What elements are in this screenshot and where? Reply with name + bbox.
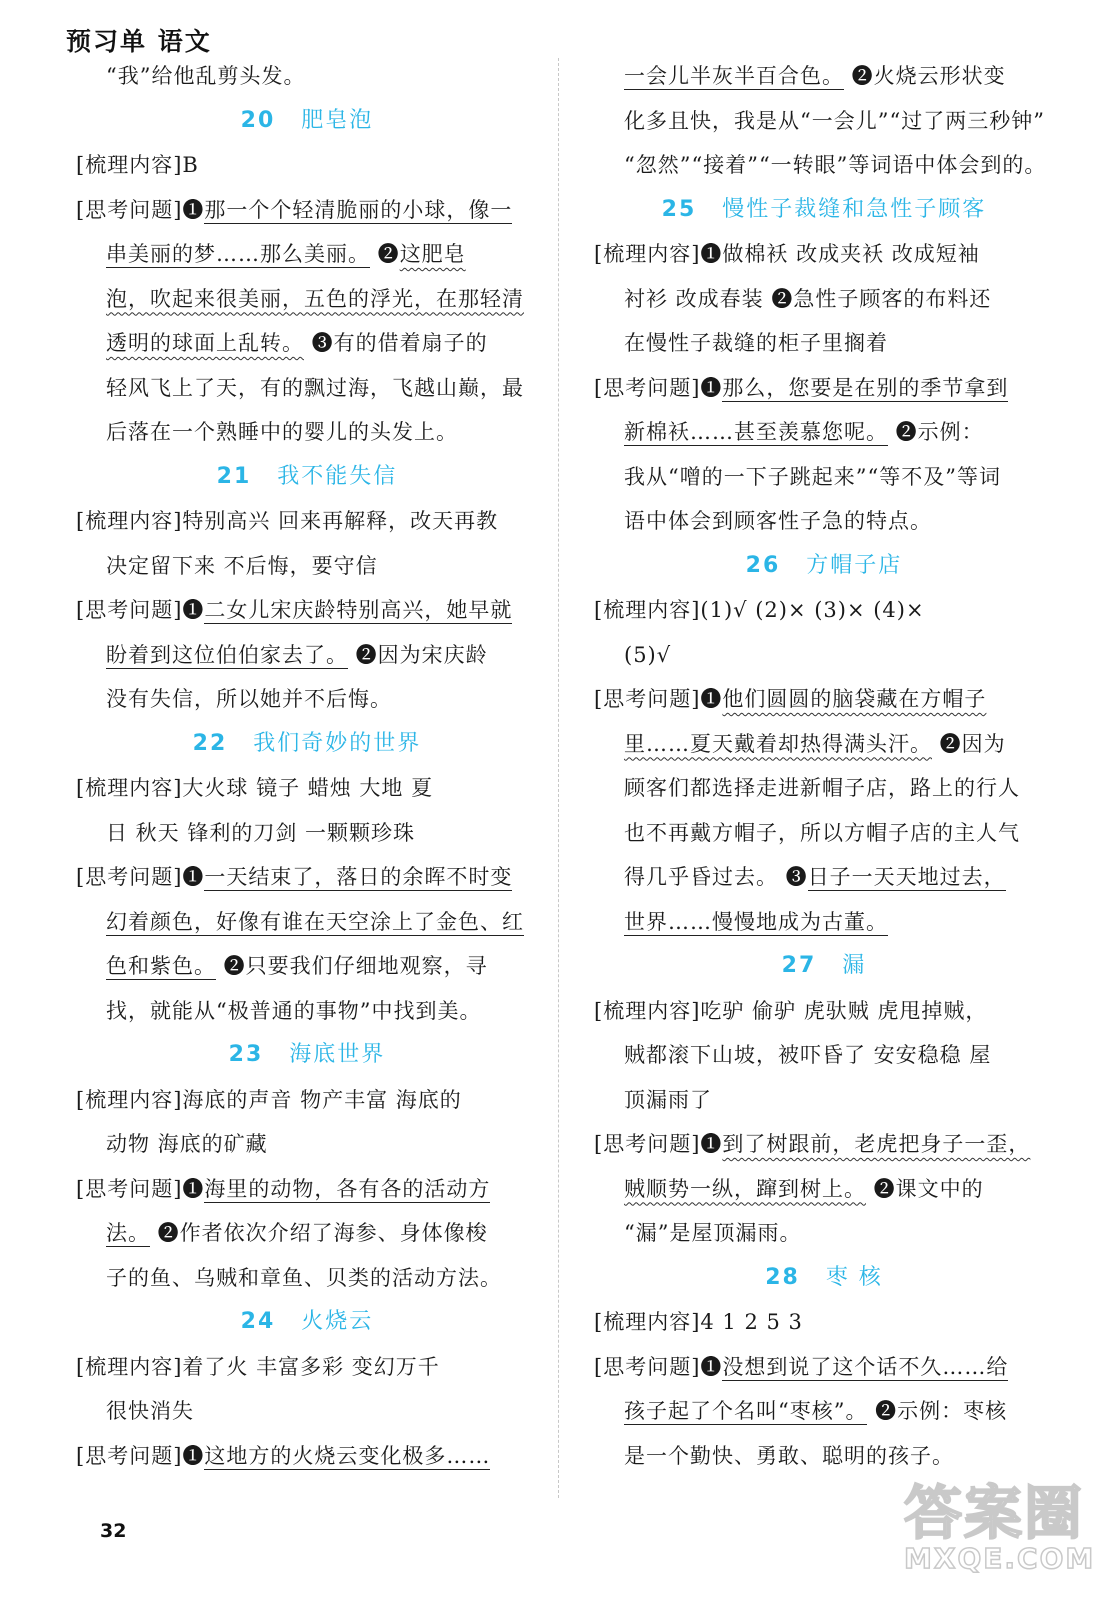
lesson-title: 漏 — [842, 953, 867, 978]
underlined-answer: 法。 — [106, 1221, 150, 1245]
text-line — [66, 143, 548, 188]
wavy-underlined-answer: 到了树跟前，老虎把身子一歪， — [722, 1132, 1031, 1156]
lesson-title: 海底世界 — [289, 1042, 386, 1067]
text-line — [66, 366, 548, 411]
wavy-underlined-answer: 里……夏天戴着却热得满头汗。 — [624, 731, 932, 756]
wavy-underlined-answer: 这肥皂 — [399, 242, 466, 266]
lesson-title: 枣 核 — [825, 1264, 883, 1290]
section-tag: [梳理内容] — [594, 598, 701, 622]
lesson-title: 肥皂泡 — [301, 107, 374, 133]
answer-text: ❸ — [778, 865, 808, 889]
answer-text: 海底的声音 物产丰富 海底的 — [182, 1087, 462, 1112]
answer-text: 着了火 丰富多彩 变幻万千 — [182, 1354, 440, 1379]
answer-text: ❶ — [182, 865, 205, 889]
lesson-title: 火烧云 — [301, 1309, 374, 1334]
underlined-answer: 色和紫色。 — [106, 954, 216, 978]
wavy-underlined-answer: 贼顺势一纵，蹿到树上。 — [624, 1176, 866, 1201]
answer-text: (5)√ — [624, 642, 672, 667]
underlined-answer: 这地方的火烧云变化极多…… — [204, 1443, 491, 1468]
text-line — [66, 855, 548, 900]
wavy-underlined-answer: 他们圆圆的脑袋藏在方帽子 — [722, 687, 987, 711]
text-line — [66, 1345, 548, 1390]
column-divider — [558, 58, 559, 1498]
right-column — [584, 54, 1064, 1478]
text-line — [66, 944, 548, 989]
text-line — [584, 811, 1064, 856]
answer-text: 4 1 2 5 3 — [700, 1310, 803, 1334]
section-tag: [梳理内容] — [76, 509, 183, 533]
answer-text: 贼都滚下山坡，被吓昏了 安安稳稳 屋 — [624, 1043, 992, 1067]
text-line — [584, 366, 1064, 411]
text-line — [584, 1300, 1064, 1345]
lesson-number: 22 — [192, 730, 228, 756]
answer-text: ❷只要我们仔细地观察，寻 — [216, 954, 488, 978]
lesson-number: 23 — [228, 1042, 264, 1067]
site-watermark — [900, 1466, 1096, 1578]
lesson-number: 28 — [765, 1264, 800, 1290]
answer-text: 语中体会到顾客性子急的特点。 — [624, 509, 932, 533]
wavy-underlined-answer: 泡，吹起来很美丽，五色的浮光，在那轻清 — [106, 286, 524, 311]
text-line — [66, 410, 548, 455]
text-line — [584, 1389, 1064, 1434]
text-line — [584, 143, 1064, 188]
text-line — [584, 455, 1064, 500]
text-line — [66, 1211, 548, 1256]
answer-text: ❶ — [182, 197, 205, 222]
text-line — [66, 1389, 548, 1434]
lesson-number: 26 — [745, 552, 781, 578]
answer-text: ❷火烧云形状变 — [844, 64, 1006, 88]
text-line — [66, 188, 548, 233]
answer-text: 是一个勤快、勇敢、聪明的孩子。 — [624, 1443, 954, 1468]
page-number: 32 — [100, 1520, 127, 1542]
answer-text: 吃驴 偷驴 虎驮贼 虎甩掉贼， — [700, 998, 988, 1023]
answer-text: ❶ — [700, 1354, 723, 1379]
answer-text: 轻风飞上了天，有的飘过海，飞越山巅，最 — [106, 375, 524, 400]
section-tag: [思考问题] — [76, 197, 183, 222]
lesson-number: 21 — [216, 463, 252, 489]
section-tag: [梳理内容] — [76, 1354, 183, 1379]
text-line — [584, 766, 1064, 811]
answer-text: 在慢性子裁缝的柜子里搁着 — [624, 331, 888, 355]
answer-text: ❷示例： — [888, 420, 984, 444]
answer-text: ❶ — [700, 687, 723, 711]
answer-text: ❷示例：枣核 — [867, 1399, 1008, 1423]
answer-text: “忽然”“接着”“一转眼”等词语中体会到的。 — [624, 153, 1047, 177]
text-line — [584, 321, 1064, 366]
section-tag: [梳理内容] — [76, 1087, 183, 1112]
answer-text: 决定留下来 不后悔，要守信 — [106, 553, 378, 578]
underlined-answer: 一会儿半灰半百合色。 — [624, 64, 844, 88]
lesson-title: 慢性子裁缝和急性子顾客 — [722, 196, 987, 222]
text-line — [66, 499, 548, 544]
section-tag: [思考问题] — [594, 375, 701, 400]
text-line — [66, 766, 548, 811]
text-line — [66, 989, 548, 1034]
text-line — [584, 633, 1064, 678]
lesson-number: 25 — [661, 196, 697, 222]
answer-text: 后落在一个熟睡中的婴儿的头发上。 — [106, 420, 458, 444]
text-line — [584, 410, 1064, 455]
section-tag: [思考问题] — [594, 1354, 701, 1379]
answer-text: 也不再戴方帽子，所以方帽子店的主人气 — [624, 820, 1020, 845]
answer-text: 顶漏雨了 — [624, 1087, 712, 1112]
underlined-answer: 幻着颜色，好像有谁在天空涂上了金色、红 — [106, 909, 524, 934]
page-header-title: 预习单 语文 — [66, 27, 212, 56]
underlined-answer: 串美丽的梦……那么美丽。 — [106, 242, 370, 266]
text-line — [584, 1122, 1064, 1167]
section-tag: [梳理内容] — [594, 998, 701, 1023]
answer-text: B — [182, 153, 199, 177]
text-line — [66, 1078, 548, 1123]
wavy-underlined-answer: 透明的球面上乱转。 — [106, 331, 304, 355]
section-tag: [梳理内容] — [76, 776, 183, 800]
text-line — [584, 1033, 1064, 1078]
text-line — [66, 811, 548, 856]
underlined-answer: 盼着到这位伯伯家去了。 — [106, 642, 348, 667]
text-line — [584, 900, 1064, 945]
text-line — [584, 232, 1064, 277]
section-tag: [思考问题] — [594, 687, 701, 711]
lesson-number: 24 — [240, 1309, 276, 1334]
answer-text: 我从“噌的一下子跳起来”“等不及”等词 — [624, 464, 1001, 489]
answer-text: ❶做棉袄 改成夹袄 改成短袖 — [700, 242, 980, 266]
lesson-heading — [66, 99, 548, 144]
underlined-answer: 一天结束了，落日的余晖不时变 — [204, 865, 513, 889]
text-line — [584, 1211, 1064, 1256]
text-line — [584, 277, 1064, 322]
answer-text: (1)√ (2)× (3)× (4)× — [700, 598, 925, 622]
answer-text: 找，就能从“极普通的事物”中找到美。 — [106, 998, 482, 1023]
answer-text: 动物 海底的矿藏 — [106, 1132, 268, 1156]
watermark-logo-text: 答案圈 — [904, 1479, 1085, 1547]
underlined-answer: 海里的动物，各有各的活动方 — [204, 1176, 491, 1201]
lesson-heading — [66, 722, 548, 767]
underlined-answer: 没想到说了这个话不久……给 — [722, 1354, 1009, 1379]
section-tag: [梳理内容] — [76, 153, 183, 177]
text-line — [584, 54, 1064, 99]
section-tag: [思考问题] — [76, 1443, 183, 1468]
answer-text: ❷因为 — [932, 731, 1006, 756]
answer-text: 顾客们都选择走进新帽子店，路上的行人 — [624, 776, 1020, 800]
section-tag: [思考问题] — [76, 865, 183, 889]
answer-text: 大火球 镜子 蜡烛 大地 夏 — [182, 776, 434, 800]
text-line — [66, 677, 548, 722]
section-tag: [思考问题] — [76, 1176, 183, 1201]
text-line — [584, 499, 1064, 544]
lesson-heading — [584, 1256, 1064, 1301]
answer-text: 没有失信，所以她并不后悔。 — [106, 687, 392, 711]
answer-text: “我”给他乱剪头发。 — [106, 64, 306, 88]
text-line — [66, 321, 548, 366]
underlined-answer: 那么，您要是在别的季节拿到 — [722, 375, 1009, 400]
answer-text: ❶ — [182, 1443, 205, 1468]
text-line — [584, 855, 1064, 900]
lesson-title: 我不能失信 — [277, 463, 398, 489]
section-tag: [思考问题] — [594, 1132, 701, 1156]
text-line — [66, 1122, 548, 1167]
answer-text: ❶ — [700, 1132, 723, 1156]
lesson-heading — [66, 1033, 548, 1078]
text-line — [66, 1256, 548, 1301]
lesson-heading — [584, 188, 1064, 233]
text-line — [66, 633, 548, 678]
answer-text: ❷因为宋庆龄 — [348, 642, 488, 667]
text-line — [584, 677, 1064, 722]
text-line — [66, 1434, 548, 1479]
text-line — [66, 900, 548, 945]
text-line — [584, 722, 1064, 767]
answer-text: “漏”是屋顶漏雨。 — [624, 1221, 802, 1245]
text-line — [66, 232, 548, 277]
text-line — [66, 1167, 548, 1212]
underlined-answer: 孩子起了个名叫“枣核”。 — [624, 1399, 868, 1423]
text-line — [66, 588, 548, 633]
underlined-answer: 日子一天天地过去， — [807, 865, 1006, 889]
underlined-answer: 二女儿宋庆龄特别高兴，她早就 — [204, 598, 513, 622]
answer-text: ❶ — [182, 598, 205, 622]
answer-text: ❶ — [700, 375, 723, 400]
answer-text: ❶ — [182, 1176, 205, 1201]
answer-text: 日 秋天 锋利的刀剑 一颗颗珍珠 — [106, 820, 416, 845]
lesson-number: 20 — [240, 107, 276, 133]
answer-text: ❸有的借着扇子的 — [304, 331, 488, 355]
lesson-heading — [584, 544, 1064, 589]
answer-text: 化多且快，我是从“一会儿”“过了两三秒钟” — [624, 108, 1045, 133]
lesson-heading — [66, 455, 548, 500]
text-line — [584, 99, 1064, 144]
section-tag: [梳理内容] — [594, 1310, 701, 1334]
text-line — [584, 1167, 1064, 1212]
text-line — [66, 54, 548, 99]
answer-text: ❷ — [370, 242, 400, 266]
text-line — [66, 277, 548, 322]
section-tag: [思考问题] — [76, 598, 183, 622]
section-tag: [梳理内容] — [594, 242, 701, 266]
answer-text: ❷课文中的 — [866, 1176, 984, 1201]
lesson-heading — [584, 944, 1064, 989]
text-line — [584, 989, 1064, 1034]
text-line — [66, 544, 548, 589]
text-line — [584, 588, 1064, 633]
lesson-title: 我们奇妙的世界 — [253, 730, 422, 756]
text-line — [584, 1345, 1064, 1390]
underlined-answer: 世界……慢慢地成为古董。 — [624, 909, 888, 934]
lesson-heading — [66, 1300, 548, 1345]
answer-text: 子的鱼、乌贼和章鱼、贝类的活动方法。 — [106, 1265, 502, 1290]
answer-text: 特别高兴 回来再解释，改天再教 — [182, 509, 499, 533]
left-column — [66, 54, 548, 1478]
watermark-url-text: MXQE.COM — [904, 1542, 1096, 1575]
underlined-answer: 那一个个轻清脆丽的小球，像一 — [204, 197, 513, 222]
lesson-title: 方帽子店 — [806, 552, 903, 578]
answer-text: ❷作者依次介绍了海参、身体像梭 — [150, 1221, 488, 1245]
lesson-number: 27 — [781, 953, 817, 978]
answer-text: 衬衫 改成春装 ❷急性子顾客的布料还 — [624, 286, 992, 311]
answer-text: 得几乎昏过去。 — [624, 865, 778, 889]
text-line — [584, 1078, 1064, 1123]
answer-text: 很快消失 — [106, 1399, 194, 1423]
underlined-answer: 新棉袄……甚至羡慕您呢。 — [624, 420, 888, 444]
